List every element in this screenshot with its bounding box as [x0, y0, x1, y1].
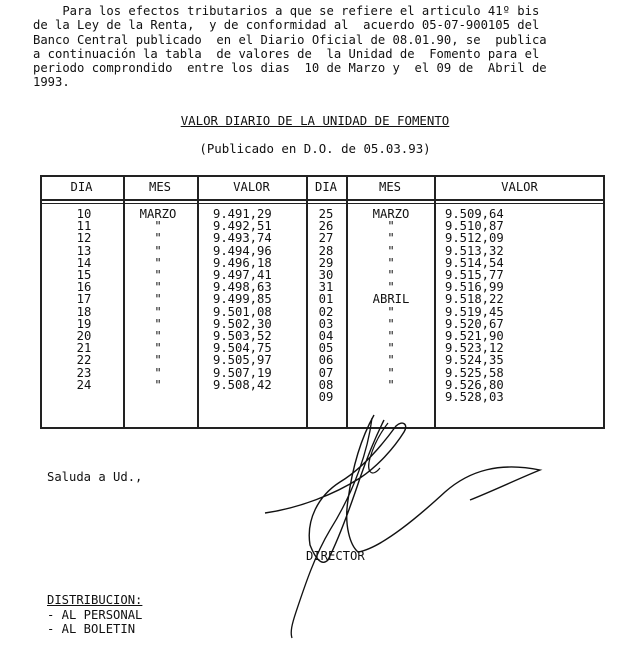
table-subtitle: (Publicado en D.O. de 05.03.93) [199, 141, 431, 156]
header-rule [40, 203, 605, 204]
cell-valor: 9.519,45 [445, 304, 504, 319]
distribution-item: - AL BOLETIN [47, 622, 136, 636]
cell-mes: " [154, 219, 162, 234]
cell-dia: 27 [318, 231, 334, 246]
column-divider [197, 175, 199, 429]
cell-valor: 9.496,18 [213, 255, 272, 270]
cell-dia: 21 [76, 341, 92, 356]
cell-mes: " [387, 341, 395, 356]
cell-mes: " [387, 377, 395, 392]
cell-mes: " [154, 365, 162, 380]
cell-valor: 9.504,75 [213, 341, 272, 356]
cell-mes: " [154, 316, 162, 331]
intro-line: de la Ley de la Renta, y de conformidad al acuerdo 05-07-900105 del [33, 18, 540, 33]
cell-dia: 08 [318, 377, 334, 392]
distribution-heading: DISTRIBUCION: [47, 593, 143, 607]
cell-dia: 12 [76, 231, 92, 246]
cell-valor: 9.499,85 [213, 292, 272, 307]
header-mes: MES [378, 180, 401, 194]
cell-mes: " [387, 304, 395, 319]
distribution-item: - AL PERSONAL [47, 608, 143, 622]
cell-dia: 31 [318, 280, 334, 295]
cell-dia: 03 [318, 316, 334, 331]
cell-dia: 09 [318, 390, 334, 404]
cell-mes: " [154, 231, 162, 246]
cell-valor: 9.501,08 [213, 304, 272, 319]
cell-mes: " [154, 341, 162, 356]
intro-paragraph [33, 4, 605, 90]
cell-dia: 15 [76, 268, 92, 282]
signature-stroke [347, 415, 540, 552]
intro-line: a continuación la tabla de valores de la Unidad de Fomento para el [33, 46, 540, 61]
cell-mes: " [387, 243, 395, 258]
cell-mes: " [387, 365, 395, 380]
cell-dia: 05 [318, 341, 334, 356]
cell-mes: " [387, 231, 395, 246]
cell-valor: 9.505,97 [213, 353, 272, 368]
cell-mes: " [154, 243, 162, 258]
closing-salutation: Saluda a Ud., [47, 470, 143, 484]
signer-title: DIRECTOR [306, 549, 365, 563]
cell-dia: 06 [318, 353, 334, 368]
cell-valor: 9.525,58 [445, 365, 504, 380]
cell-valor: 9.497,41 [213, 268, 272, 282]
cell-dia: 28 [318, 243, 334, 258]
cell-valor: 9.503,52 [213, 329, 272, 343]
cell-valor: 9.498,63 [213, 280, 272, 295]
cell-dia: 10 [76, 207, 92, 221]
cell-mes: " [154, 304, 162, 319]
cell-dia: 02 [318, 304, 334, 319]
cell-dia: 18 [76, 304, 92, 319]
cell-valor: 9.513,32 [445, 243, 504, 258]
cell-mes: " [154, 353, 162, 368]
cell-valor: 9.493,74 [213, 231, 272, 246]
cell-mes: " [387, 219, 395, 234]
cell-dia: 23 [76, 365, 92, 380]
cell-valor: 9.515,77 [445, 268, 504, 282]
cell-mes: " [387, 329, 395, 343]
cell-mes: " [387, 255, 395, 270]
header-mes: MES [148, 180, 171, 194]
cell-dia: 16 [76, 280, 92, 295]
cell-mes: ABRIL [372, 292, 410, 307]
cell-valor: 9.516,99 [445, 280, 504, 295]
cell-mes: " [154, 280, 162, 295]
signature-stroke [291, 418, 372, 638]
cell-valor: 9.510,87 [445, 219, 504, 234]
cell-dia: 04 [318, 329, 334, 343]
header-rule [40, 199, 605, 201]
cell-valor: 9.521,90 [445, 329, 504, 343]
header-dia: DIA [314, 180, 337, 194]
cell-dia: 22 [76, 353, 92, 368]
cell-valor: 9.524,35 [445, 353, 504, 368]
cell-mes: " [387, 268, 395, 282]
intro-line: Banco Central publicado en el Diario Oficial de 08.01.90, se publica [33, 32, 547, 47]
cell-dia: 13 [76, 243, 92, 258]
cell-valor: 9.494,96 [213, 243, 272, 258]
header-valor: VALOR [501, 180, 538, 194]
cell-dia: 30 [318, 268, 334, 282]
intro-line: periodo comprondido entre los dias 10 de Marzo y el 09 de Abril de [33, 61, 547, 76]
cell-valor: 9.520,67 [445, 316, 504, 331]
intro-line: 1993. [33, 75, 70, 90]
cell-mes: " [154, 377, 162, 392]
cell-valor: 9.518,22 [445, 292, 504, 307]
cell-valor: 9.492,51 [213, 219, 272, 234]
cell-valor: 9.491,29 [213, 207, 272, 221]
column-divider [434, 175, 436, 429]
cell-mes: " [154, 292, 162, 307]
cell-dia: 11 [76, 219, 92, 234]
header-valor: VALOR [233, 180, 270, 194]
cell-dia: 24 [76, 377, 92, 392]
cell-dia: 01 [318, 292, 334, 307]
cell-valor: 9.509,64 [445, 207, 504, 221]
cell-mes: MARZO [372, 207, 410, 221]
uf-value-table [40, 175, 605, 429]
cell-dia: 07 [318, 365, 334, 380]
cell-valor: 9.512,09 [445, 231, 504, 246]
cell-dia: 25 [318, 207, 334, 221]
cell-dia: 20 [76, 329, 92, 343]
cell-dia: 19 [76, 316, 92, 331]
cell-mes: " [387, 280, 395, 295]
cell-mes: MARZO [139, 207, 177, 221]
cell-mes: " [387, 353, 395, 368]
cell-mes: " [154, 268, 162, 282]
cell-mes: " [154, 255, 162, 270]
cell-valor: 9.528,03 [445, 390, 504, 404]
cell-dia: 29 [318, 255, 334, 270]
cell-valor: 9.502,30 [213, 316, 272, 331]
cell-valor: 9.507,19 [213, 365, 272, 380]
cell-valor: 9.514,54 [445, 255, 504, 270]
cell-valor: 9.526,80 [445, 377, 504, 392]
cell-dia: 17 [76, 292, 92, 307]
header-dia: DIA [70, 180, 93, 194]
cell-dia: 26 [318, 219, 334, 234]
signature-stroke [265, 420, 406, 562]
cell-dia: 14 [76, 255, 92, 270]
cell-valor: 9.523,12 [445, 341, 504, 356]
signature-stroke [369, 423, 388, 473]
cell-mes: " [154, 329, 162, 343]
cell-valor: 9.508,42 [213, 377, 272, 392]
intro-line: Para los efectos tributarios a que se refiere el articulo 41º bis [33, 4, 540, 18]
table-title: VALOR DIARIO DE LA UNIDAD DE FOMENTO [180, 113, 450, 128]
cell-mes: " [387, 316, 395, 331]
